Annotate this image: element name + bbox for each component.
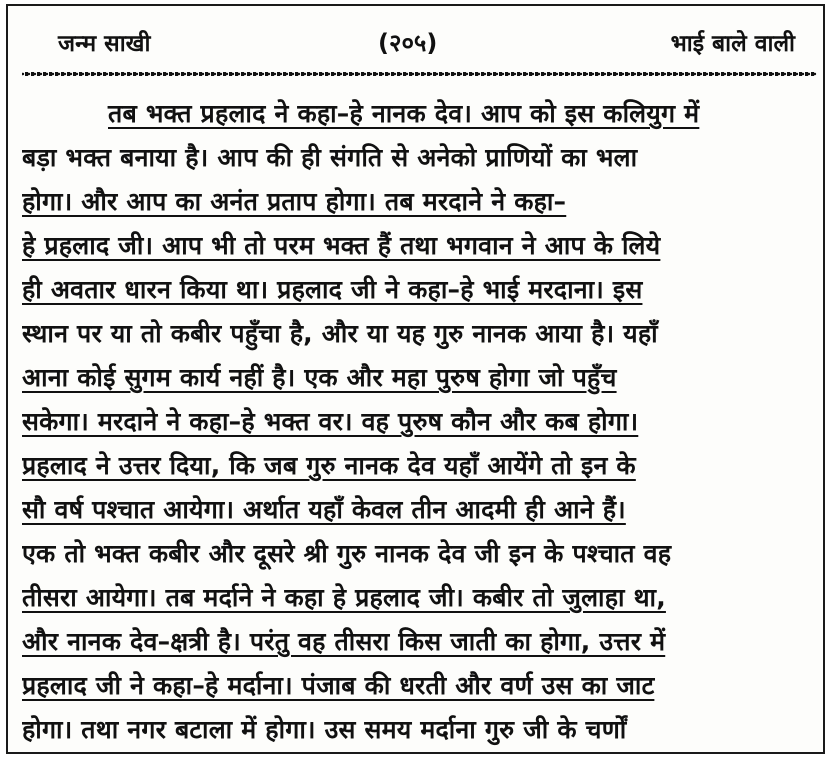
- dotted-rule-icon: [22, 70, 817, 78]
- text-line: होगा। तथा नगर बटाला में होगा। उस समय मर्दाना गुरु जी के चर्णों: [22, 715, 627, 744]
- text-line: तब भक्त प्रहलाद ने कहा–हे नानक देव। आप को इस कलियुग में: [108, 99, 700, 128]
- text-line: ही अवतार धारन किया था। प्रहलाद जी ने कहा–हे भाई मरदाना। इस: [22, 275, 643, 304]
- ornamental-divider: [22, 70, 813, 78]
- text-line: सौ वर्ष पश्चात आयेगा। अर्थात यहाँ केवल तीन आदमी ही आने हैं।: [22, 495, 626, 524]
- text-line: प्रहलाद जी ने कहा–हे मर्दाना। पंजाब की धरती और वर्ण उस का जाट: [22, 671, 655, 700]
- text-line: हे प्रहलाद जी। आप भी तो परम भक्त हैं तथा भगवान ने आप के लिये: [22, 231, 661, 260]
- text-line: आना कोई सुगम कार्य नहीं है। एक और महा पुरुष होगा जो पहुँच: [22, 363, 617, 392]
- text-line: स्थान पर या तो कबीर पहुँचा है, और या यह गुरु नानक आया है। यहाँ: [22, 319, 658, 348]
- text-line: प्रहलाद ने उत्तर दिया, कि जब गुरु नानक देव यहाँ आयेंगे तो इन के: [22, 451, 636, 480]
- text-line: एक तो भक्त कबीर और दूसरे श्री गुरु नानक देव जी इन के पश्चात वह: [22, 539, 672, 568]
- text-line: तीसरा आयेगा। तब मर्दाने ने कहा हे प्रहलाद जी। कबीर तो जुलाहा था,: [22, 583, 666, 612]
- text-line: और नानक देव–क्षत्री है। परंतु वह तीसरा किस जाती का होगा, उत्तर में: [22, 627, 666, 656]
- header-page-number: (२०५): [378, 29, 438, 57]
- scanned-page: [6, 4, 825, 754]
- header-book-title: जन्म साखी: [58, 31, 151, 57]
- header-section-title: भाई बाले वाली: [670, 31, 795, 57]
- text-line: सकेगा। मरदाने ने कहा–हे भक्त वर। वह पुरुष कौन और कब होगा।: [22, 407, 639, 436]
- body-text: [22, 92, 812, 752]
- text-line: बड़ा भक्त बनाया है। आप की ही संगति से अनेको प्राणियों का भला: [22, 143, 638, 172]
- text-line: होगा। और आप का अनंत प्रताप होगा। तब मरदाने ने कहा–: [22, 187, 567, 216]
- page-header: [8, 26, 823, 66]
